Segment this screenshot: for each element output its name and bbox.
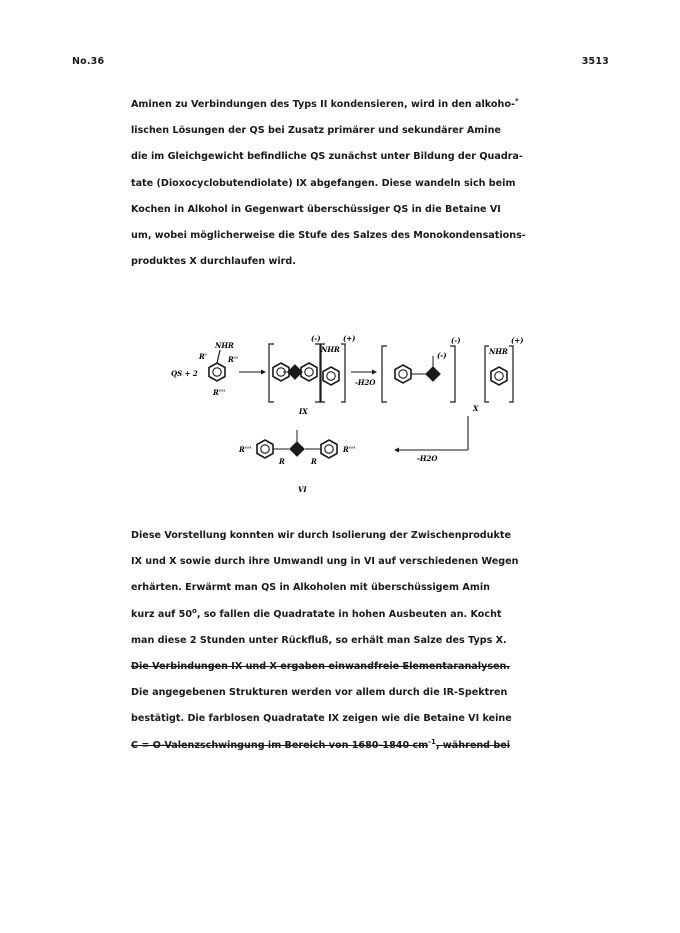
svg-text:R'': R'': [228, 355, 239, 364]
text-line: Die Verbindungen IX und X ergaben einwandfreie Elementaranalysen.: [131, 661, 511, 673]
paragraph-2: [131, 523, 561, 759]
svg-text:NHR: NHR: [321, 345, 340, 354]
svg-text:R': R': [199, 352, 207, 361]
svg-text:(-): (-): [437, 351, 447, 360]
svg-text:R''': R''': [213, 388, 226, 397]
reaction-scheme: [165, 332, 555, 502]
arrow-head: [394, 448, 399, 453]
text-line: Kochen in Alkohol in Gegenwart überschüssiger QS in die Betaine VI: [131, 203, 501, 215]
footnote-mark: *: [514, 96, 519, 105]
svg-text:NHR: NHR: [489, 347, 508, 356]
text-line: produktes X durchlaufen wird.: [131, 256, 296, 268]
journal-number: No.36: [72, 56, 105, 67]
text-line: Die angegebenen Strukturen werden vor allem durch die IR-Spektren: [131, 687, 508, 699]
svg-text:R''': R''': [343, 445, 356, 454]
label-VI: VI: [298, 485, 307, 494]
svg-text:(-): (-): [311, 334, 321, 343]
text-line: bestätigt. Die farblosen Quadratate IX zeigen wie die Betaine VI keine: [131, 713, 512, 725]
text-line: Aminen zu Verbindungen des Typs II kondensieren, wird in den alkoho-*: [131, 96, 519, 110]
svg-text:(+): (+): [511, 336, 524, 345]
text-line: erhärten. Erwärmt man QS in Alkoholen mit überschüssigem Amin: [131, 582, 490, 594]
svg-text:(+): (+): [343, 334, 356, 343]
text-line: man diese 2 Stunden unter Rückfluß, so erhält man Salze des Typs X.: [131, 634, 507, 646]
compound-X: [382, 336, 524, 402]
svg-text:R: R: [279, 457, 285, 466]
amine-molecule: [198, 341, 238, 397]
text-line: C = O-Valenzschwingung im Bereich von 1680-1840 $cm^{-1}$, während bei: [131, 737, 511, 751]
arrow-label: -H2O: [417, 454, 438, 463]
text-line: die im Gleichgewicht befindliche QS zunächst unter Bildung der Quadra-: [131, 151, 523, 163]
degree-sign: o: [192, 606, 197, 615]
paragraph-1: [131, 92, 561, 275]
svg-text:R: R: [311, 457, 317, 466]
page-number: 3513: [581, 56, 609, 67]
arrow-label: -H2O: [355, 378, 376, 387]
label-X: X: [473, 404, 479, 413]
label-IX: IX: [299, 407, 308, 416]
text-line: Diese Vorstellung konnten wir durch Isolierung der Zwischenprodukte: [131, 530, 511, 541]
text-line: lischen Lösungen der QS bei Zusatz primärer und sekundärer Amine: [131, 125, 501, 137]
text-line: um, wobei möglicherweise die Stufe des Salzes des Monokondensations-: [131, 230, 526, 242]
text-line: kurz auf 50$^o$, so fallen die Quadratate in hohen Ausbeuten an. Kocht: [131, 606, 502, 620]
arrow-head: [261, 370, 266, 375]
svg-text:(-): (-): [451, 336, 461, 345]
reactant-label: QS + 2: [171, 369, 198, 378]
compound-VI: [238, 430, 355, 466]
text-line: IX und X sowie durch ihre Umwandl ung in VI auf verschiedenen Wegen: [131, 556, 519, 568]
svg-text:NHR: NHR: [215, 341, 234, 350]
exponent: -1: [428, 737, 436, 746]
svg-text:R''': R''': [239, 445, 252, 454]
text-line: tate (Dioxocyclobutendiolate) IX abgefangen. Diese wandeln sich beim: [131, 177, 516, 189]
compound-IX: [269, 334, 356, 402]
arrow-head: [372, 370, 377, 375]
